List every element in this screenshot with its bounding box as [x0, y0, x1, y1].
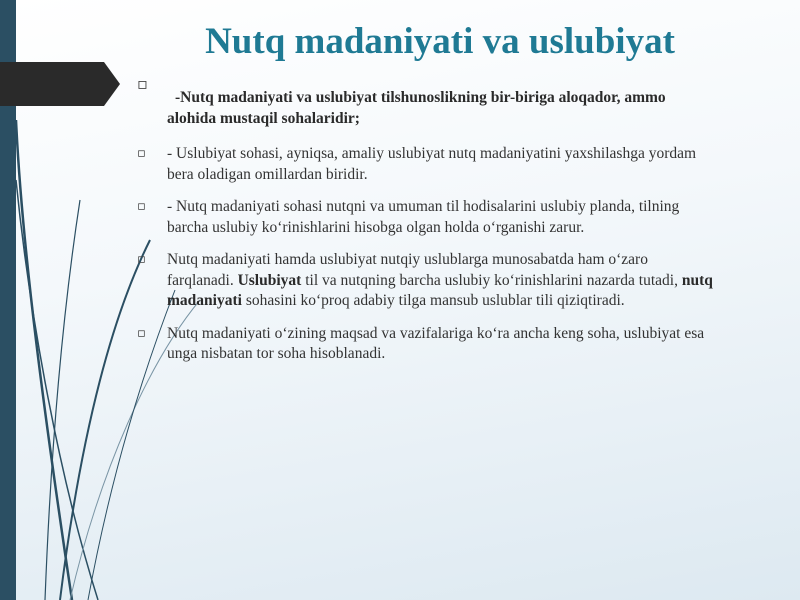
bullet-list: [135, 74, 715, 377]
list-item-text: Nutq madaniyati hamda uslubiyat nutqiy uslublarga munosabatda ham o‘zaro farqlanadi. Uslubiyat til va nutqning barcha uslubiy ko‘rinishlarini nazarda tutadi, nutq madaniyati sohasini ko‘proq adabiy tilga mansub uslublar tili qiziqtiradi.: [167, 251, 713, 309]
list-item-text: - Uslubiyat sohasi, ayniqsa, amaliy uslubiyat nutq madaniyatini yaxshilashga yordam bera oladigan omillardan biridir.: [167, 145, 697, 183]
square-bullet-icon: ▫: [137, 325, 146, 341]
square-bullet-icon: ▫: [137, 252, 146, 267]
list-item-text: Nutq madaniyati o‘zining maqsad va vazifalariga ko‘ra ancha keng soha, uslubiyat esa unga nisbatan tor soha hisoblanadi.: [167, 324, 705, 362]
list-item-text: - Nutq madaniyati sohasi nutqni va umuman til hodisalarini uslubiy planda, tilning barcha uslubiy ko‘rinishlarini hisobga olgan holda o‘rganishi zarur.: [167, 198, 680, 236]
list-item-text: -Nutq madaniyati va uslubiyat tilshunoslikning bir-biriga aloqador, ammo alohida mustaqil sohalaridir;: [167, 89, 666, 127]
list-item: [135, 74, 715, 129]
square-bullet-icon: ▫: [137, 146, 146, 161]
term-uslubiyat: Uslubiyat: [237, 271, 302, 289]
list-item: [135, 250, 715, 312]
square-bullet-icon: ▫: [137, 199, 146, 214]
square-bullet-icon: ▫: [137, 74, 148, 93]
list-item: [135, 144, 715, 185]
term-nutq-madaniyati: nutq madaniyati: [167, 271, 713, 309]
page-title: Nutq madaniyati va uslubiyat: [205, 21, 675, 62]
list-item: [135, 197, 715, 238]
list-item: [135, 324, 715, 365]
title-tab-shape: [0, 62, 120, 106]
